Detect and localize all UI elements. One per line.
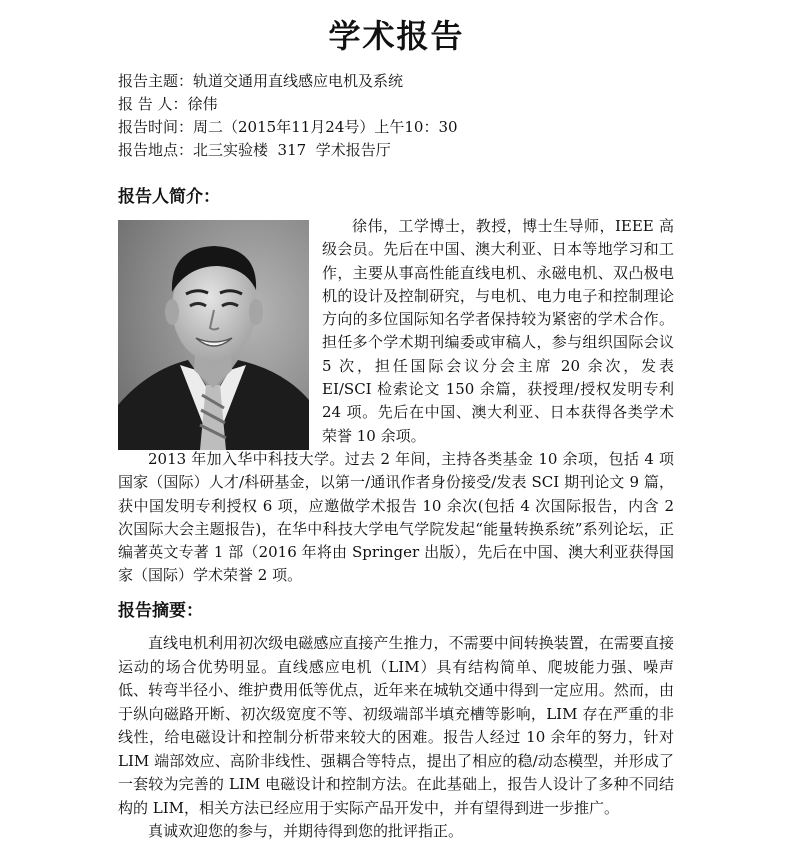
abstract-heading: 报告摘要： (118, 601, 203, 621)
info-speaker-value: 徐伟 (187, 95, 218, 113)
info-speaker-row (118, 93, 678, 116)
info-place-value: 北三实验楼 317 学术报告厅 (193, 141, 391, 159)
photo-spacer (118, 215, 322, 445)
info-time-row (118, 116, 678, 139)
info-time-label: 报告时间： (118, 118, 194, 136)
abstract-text (118, 632, 674, 844)
bio-paragraph: 2013 年加入华中科技大学。过去 2 年间，主持各类基金 10 余项，包括 4 项国家（国际）人才/科研基金，以第一/通讯作者身份接受/发表 SCI 期刊论文 9 篇，获中国发明专利授权 6 项，应邀做学术报告 10 余次(包括 4 次国际报告，内含 2 次国际大会主题报告)，在华中科技大学电气学院发起“能量转换系统”系列论坛，正编著英文专著 1 部（2016 年将由 Springer 出版），先后在中国、澳大利亚获得国家（国际）学术荣誉 2 项。 (118, 449, 674, 585)
bio-heading: 报告人简介： (118, 187, 220, 207)
info-topic-row (118, 70, 678, 93)
page-title: 学术报告 (328, 17, 465, 55)
info-time-value: 周二（2015年11月24号）上午10：30 (193, 118, 458, 136)
info-topic-value: 轨道交通用直线感应电机及系统 (193, 72, 404, 90)
abstract-closing: 真诚欢迎您的参与，并期待得到您的批评指正。 (148, 822, 464, 840)
bio-text (118, 215, 674, 588)
info-speaker-label: 报 告 人： (118, 95, 188, 113)
info-place-row (118, 139, 678, 162)
abstract-paragraph: 直线电机利用初次级电磁感应直接产生推力，不需要中间转换装置，在需要直接运动的场合优势明显。直线感应电机（LIM）具有结构简单、爬坡能力强、噪声低、转弯半径小、维护费用低等优点，近年来在城轨交通中得到一定应用。然而，由于纵向磁路开断、初次级宽度不等、初级端部半填充槽等影响，LIM 存在严重的非线性，给电磁设计和控制分析带来较大的困难。报告人经过 10 余年的努力，针对 LIM 端部效应、高阶非线性、强耦合等特点，提出了相应的稳/动态模型，并形成了一套较为完善的 LIM 电磁设计和控制方法。在此基础上，报告人设计了多种不同结构的 LIM，相关方法已经应用于实际产品开发中，并有望得到进一步推广。 (118, 634, 674, 817)
info-topic-label: 报告主题： (118, 72, 194, 90)
report-info (118, 70, 678, 162)
info-place-label: 报告地点： (118, 141, 194, 159)
bio-paragraph: 徐伟，工学博士，教授，博士生导师，IEEE 高级会员。先后在中国、澳大利亚、日本等地学习和工作，主要从事高性能直线电机、永磁电机、双凸极电机的设计及控制研究，与电机、电力电子和控制理论方向的多位国际知名学者保持较为紧密的学术合作。担任多个学术期刊编委或审稿人，参与组织国际会议 5 次，担任国际会议分会主席 20 余次，发表 EI/SCI 检索论文 150 余篇，获授理/授权发明专利 24 项。先后在中国、澳大利亚、日本获得各类学术荣誉 10 余项。 (322, 217, 674, 445)
